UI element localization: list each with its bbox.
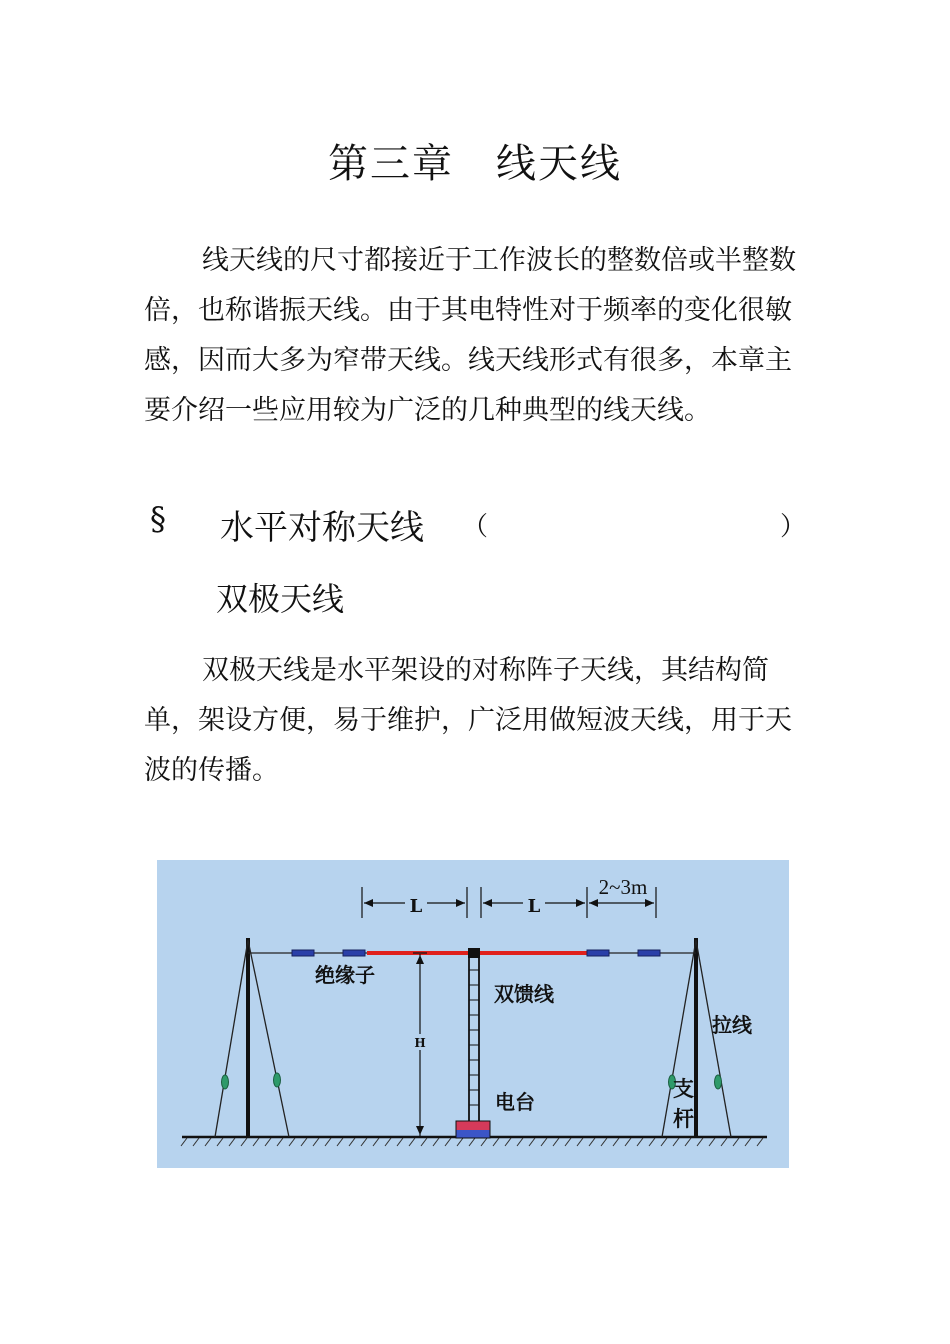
dimension-right-label: L	[527, 896, 541, 917]
subsection-heading: 双极天线	[216, 580, 345, 618]
dipole-antenna-figure	[157, 860, 789, 1168]
body-paragraph: 双极天线是水平架设的对称阵子天线，其结构简单，架设方便，易于维护，广泛用做短波天线，用于天波的传播。	[144, 655, 792, 786]
insulator-label: 绝缘子	[315, 963, 375, 987]
height-label: H	[414, 1036, 426, 1050]
section-name: 水平对称天线	[220, 508, 424, 548]
section-paren-open: （	[462, 512, 489, 542]
feeder-label: 双馈线	[494, 982, 554, 1006]
dimension-end-label: 2~3m	[598, 875, 648, 899]
intro-paragraph: 线天线的尺寸都接近于工作波长的整数倍或半整数倍，也称谐振天线。由于其电特性对于频率的变化很敏感，因而大多为窄带天线。线天线形式有很多，本章主要介绍一些应用较为广泛的几种典型的线天线。	[144, 245, 796, 426]
guy-wire-label: 拉线	[712, 1013, 752, 1037]
mast-label-top: 支	[673, 1076, 694, 1101]
radio-station-box	[456, 1121, 490, 1138]
section-symbol: §	[150, 500, 166, 538]
page-title: 第三章 线天线	[328, 141, 622, 187]
feeder-line	[469, 956, 479, 1122]
station-label: 电台	[495, 1090, 535, 1114]
mast-label-bottom: 杆	[673, 1106, 694, 1131]
dimension-left-label: L	[409, 896, 423, 917]
section-heading	[144, 498, 808, 550]
section-paren-close: ）	[779, 512, 806, 542]
